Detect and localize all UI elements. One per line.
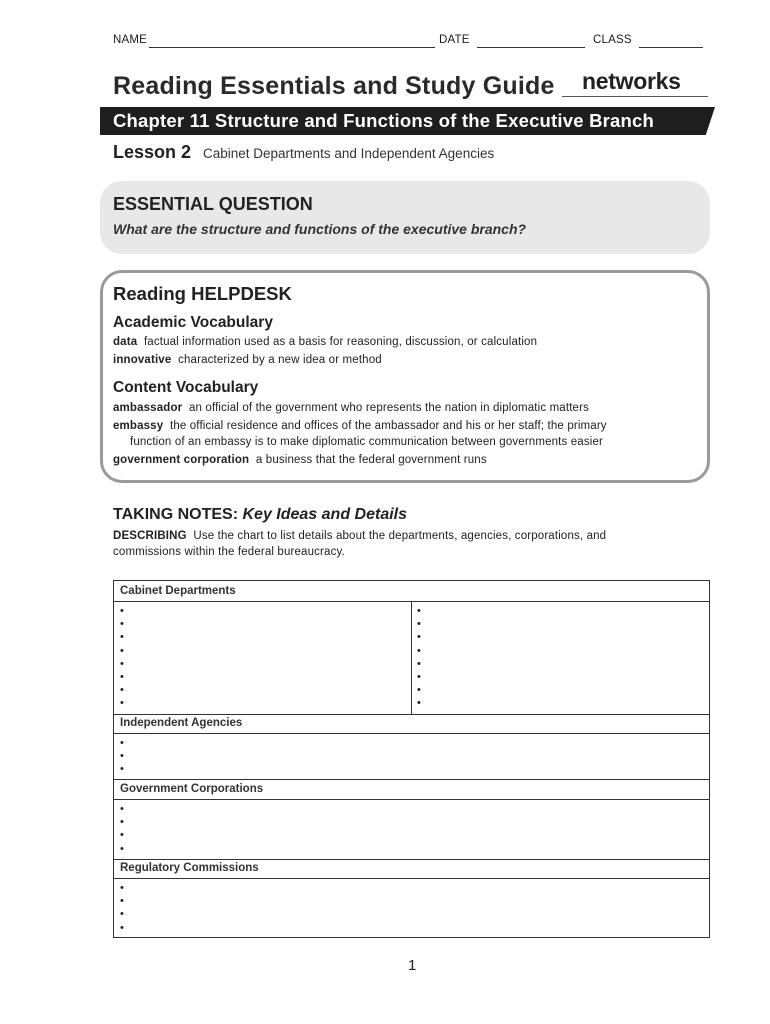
- vocab-entry-embassy: [113, 420, 607, 432]
- vocab-definition: an official of the government who represents the nation in diplomatic matters: [188, 402, 589, 414]
- date-field[interactable]: [477, 47, 585, 48]
- name-field[interactable]: [149, 47, 435, 48]
- row-label-government-corporations: Government Corporations: [120, 783, 264, 795]
- vocab-entry-ambassador: [113, 402, 589, 414]
- row-divider: [114, 714, 709, 715]
- row-label-regulatory-commissions: Regulatory Commissions: [120, 862, 259, 874]
- vocab-definition: a business that the federal government runs: [255, 454, 487, 466]
- content-vocab-heading: Content Vocabulary: [113, 379, 259, 396]
- academic-vocab-heading: Academic Vocabulary: [113, 314, 273, 331]
- class-label: CLASS: [593, 34, 632, 46]
- page-number: 1: [408, 957, 417, 974]
- taking-notes-title: [113, 506, 407, 524]
- vocab-entry-embassy-continued: [130, 436, 603, 448]
- row-divider: [114, 799, 709, 800]
- vocab-definition: the official residence and offices of the ambassador and his or her staff; the primary: [169, 420, 607, 432]
- vocab-definition: characterized by a new idea or method: [178, 354, 382, 366]
- vocab-term: innovative: [113, 354, 172, 366]
- chapter-title: Chapter 11 Structure and Functions of the Executive Branch: [113, 110, 655, 131]
- guide-title: Reading Essentials and Study Guide: [113, 72, 555, 100]
- lesson-subtitle: Cabinet Departments and Independent Agencies: [203, 146, 495, 161]
- essential-question-title: ESSENTIAL QUESTION: [113, 194, 313, 214]
- essential-question-box: [100, 181, 710, 254]
- cabinet-notes-right[interactable]: • • • • • • • •: [417, 605, 421, 710]
- essential-question-text: What are the structure and functions of the executive branch?: [113, 221, 527, 237]
- vocab-term: embassy: [113, 420, 164, 432]
- lesson-label: Lesson 2: [113, 142, 192, 162]
- cabinet-notes-left[interactable]: • • • • • • • •: [120, 605, 124, 710]
- vocab-term: ambassador: [113, 402, 183, 414]
- row-label-cabinet-departments: Cabinet Departments: [120, 585, 236, 597]
- row-divider: [114, 878, 709, 879]
- instruction-line-1: Use the chart to list details about the departments, agencies, corporations, and: [193, 530, 607, 542]
- taking-notes-label: TAKING NOTES:: [113, 506, 239, 523]
- row-divider: [114, 859, 709, 860]
- notes-chart: [113, 580, 710, 938]
- vocab-term: data: [113, 336, 138, 348]
- vocab-entry-data: [113, 336, 537, 348]
- vocab-entry-innovative: [113, 354, 382, 366]
- row-divider: [114, 733, 709, 734]
- name-label: NAME: [113, 34, 148, 46]
- taking-notes-instruction: [113, 530, 606, 542]
- vocab-definition: factual information used as a basis for reasoning, discussion, or calculation: [143, 336, 538, 348]
- networks-logo: networks: [582, 68, 681, 94]
- taking-notes-subtitle: Key Ideas and Details: [242, 506, 407, 523]
- vocab-term: government corporation: [113, 454, 250, 466]
- date-label: DATE: [439, 34, 470, 46]
- describing-label: DESCRIBING: [113, 530, 187, 542]
- helpdesk-title: Reading HELPDESK: [113, 283, 292, 304]
- instruction-line-2: commissions within the federal bureaucracy.: [113, 546, 345, 558]
- row-label-independent-agencies: Independent Agencies: [120, 717, 243, 729]
- commissions-notes[interactable]: • • • •: [120, 882, 124, 934]
- logo-underline: [562, 96, 708, 97]
- corporations-notes[interactable]: • • • •: [120, 803, 124, 855]
- class-field[interactable]: [639, 47, 703, 48]
- vocab-entry-government-corporation: [113, 454, 487, 466]
- student-info-row: [113, 34, 705, 50]
- vocab-definition: function of an embassy is to make diplomatic communication between governments easier: [130, 436, 603, 448]
- agencies-notes[interactable]: • • •: [120, 737, 124, 776]
- column-divider: [411, 602, 412, 714]
- row-divider: [114, 779, 709, 780]
